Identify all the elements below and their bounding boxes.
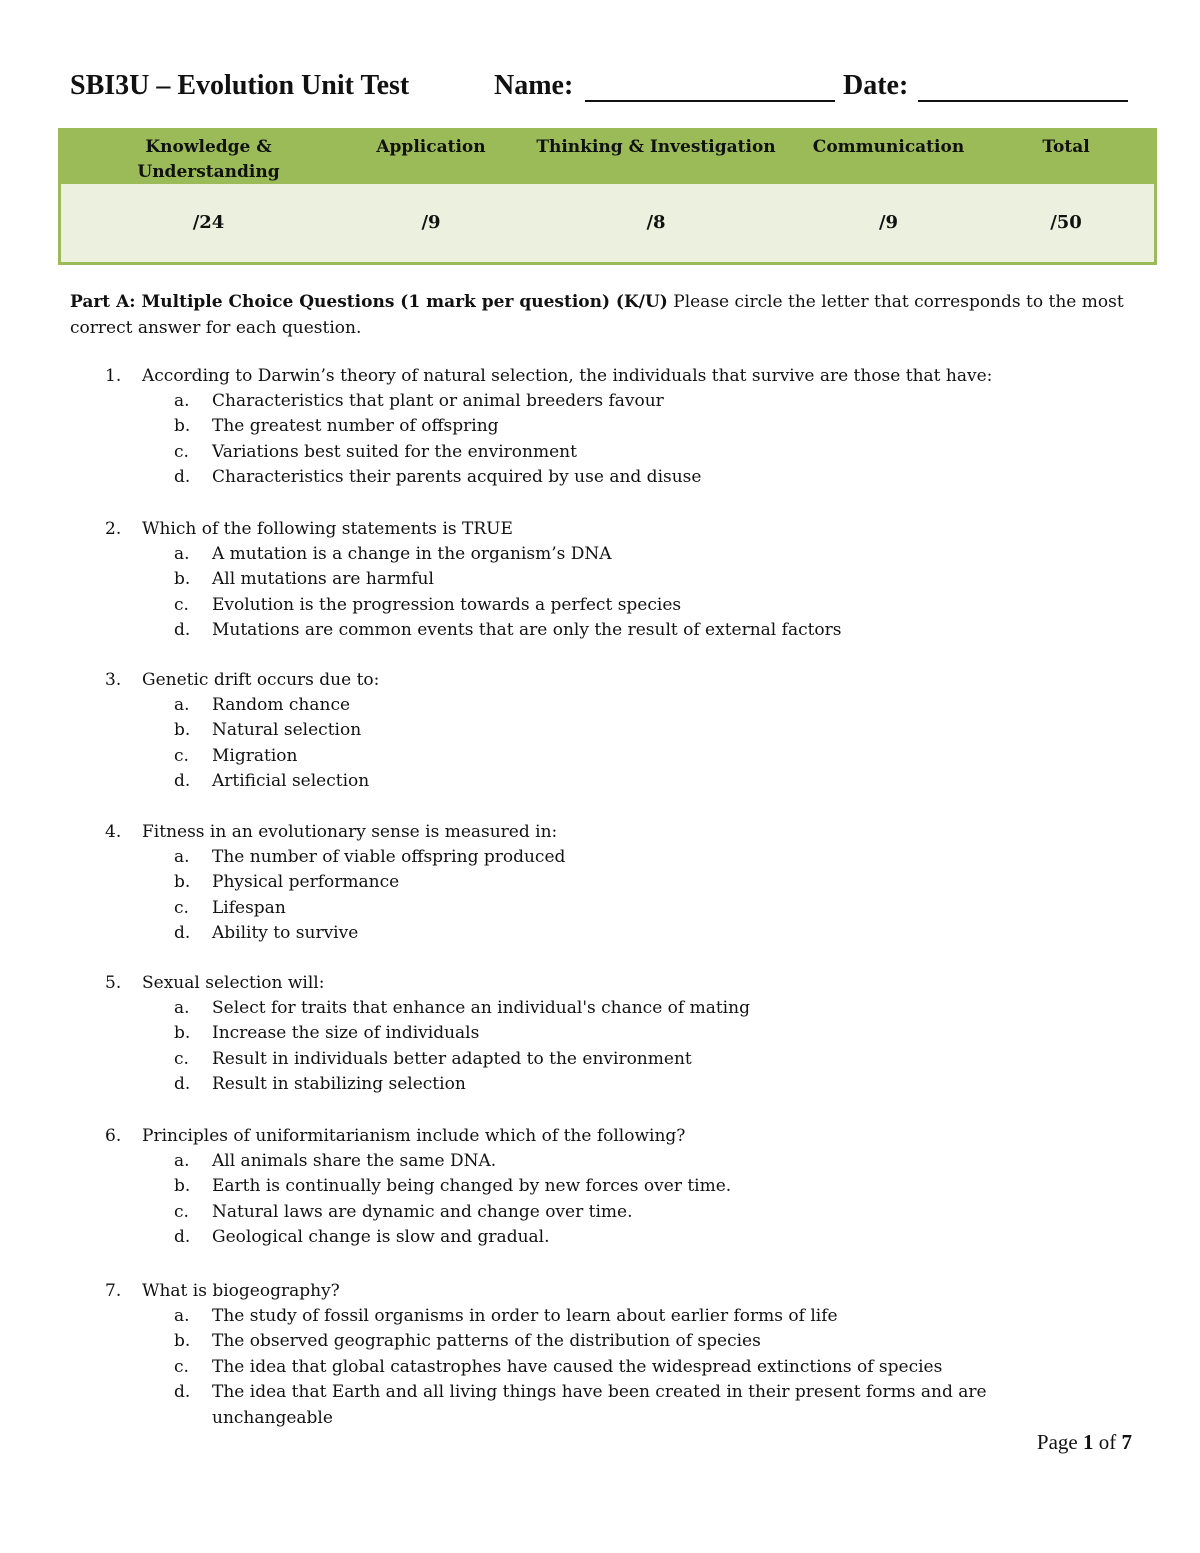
question-text: According to Darwin’s theory of natural selection, the individuals that survive are those that have: xyxy=(142,366,993,386)
answer-option[interactable] xyxy=(70,769,1130,794)
question-text: Genetic drift occurs due to: xyxy=(142,670,380,690)
question-1 xyxy=(70,363,1130,491)
page-footer xyxy=(1000,1430,1132,1455)
option-letter[interactable]: c. xyxy=(174,594,189,615)
option-letter[interactable]: a. xyxy=(174,1151,190,1171)
marks-header-row xyxy=(61,131,1154,184)
marks-header-ku: Knowledge & Understanding xyxy=(137,137,280,182)
marks-header-communication: Communication xyxy=(812,137,965,157)
answer-option[interactable] xyxy=(70,414,1130,439)
option-text: Ability to survive xyxy=(212,923,359,944)
question-number: 5. xyxy=(105,973,122,993)
answer-option[interactable] xyxy=(70,1021,1130,1046)
option-text: Geological change is slow and gradual. xyxy=(212,1227,550,1248)
answer-option[interactable] xyxy=(70,870,1130,895)
page-number: 1 xyxy=(1083,1430,1094,1454)
option-text: Variations best suited for the environment xyxy=(212,441,577,462)
question-number: 6. xyxy=(105,1126,122,1146)
question-text: Principles of uniformitarianism include which of the following? xyxy=(142,1126,686,1146)
option-text: Mutations are common events that are only the result of external factors xyxy=(212,620,842,641)
option-letter[interactable]: c. xyxy=(174,897,189,918)
option-letter[interactable]: a. xyxy=(174,695,190,715)
option-text: Increase the size of individuals xyxy=(212,1023,480,1044)
marks-header-thinking: Thinking & Investigation xyxy=(536,137,776,157)
answer-option[interactable] xyxy=(70,693,1130,718)
answer-option[interactable] xyxy=(70,618,1130,643)
answer-option[interactable] xyxy=(70,1047,1130,1072)
question-number: 7. xyxy=(105,1281,122,1301)
option-letter[interactable]: a. xyxy=(174,544,190,564)
option-text: Result in individuals better adapted to the environment xyxy=(212,1048,692,1069)
option-letter[interactable]: d. xyxy=(174,771,191,792)
date-field-line[interactable] xyxy=(918,100,1128,102)
score-communication: /9 xyxy=(878,212,899,233)
option-text: Characteristics their parents acquired by use and disuse xyxy=(212,467,702,488)
option-text: Artificial selection xyxy=(212,771,370,792)
answer-option[interactable] xyxy=(70,1072,1130,1097)
question-number: 4. xyxy=(105,822,122,842)
answer-option[interactable] xyxy=(70,896,1130,921)
date-label: Date: xyxy=(843,70,909,101)
question-5 xyxy=(70,970,1130,1098)
test-title: SBI3U – Evolution Unit Test xyxy=(70,70,410,101)
answer-option[interactable] xyxy=(70,921,1130,946)
answer-option[interactable] xyxy=(70,845,1130,870)
question-text: Which of the following statements is TRUE xyxy=(142,519,513,539)
answer-option[interactable] xyxy=(70,1304,1130,1329)
option-text: Evolution is the progression towards a perfect species xyxy=(212,594,682,615)
page-total: 7 xyxy=(1121,1430,1132,1454)
option-text: Natural selection xyxy=(212,720,362,741)
answer-option[interactable] xyxy=(70,1174,1130,1199)
option-text: The number of viable offspring produced xyxy=(212,847,566,867)
question-4 xyxy=(70,819,1130,947)
option-letter[interactable]: b. xyxy=(174,569,191,590)
option-text: All animals share the same DNA. xyxy=(212,1151,497,1171)
part-a-instruction-text: Please circle the letter that corresponds to the most correct answer for each question. xyxy=(70,292,1124,338)
question-text: Sexual selection will: xyxy=(142,973,325,993)
option-text: Characteristics that plant or animal breeders favour xyxy=(212,391,664,411)
option-text: The idea that global catastrophes have caused the widespread extinctions of species xyxy=(212,1356,943,1377)
answer-option[interactable] xyxy=(70,1149,1130,1174)
option-text: Migration xyxy=(212,745,298,766)
option-letter[interactable]: b. xyxy=(174,872,191,893)
answer-option[interactable] xyxy=(70,593,1130,618)
option-letter[interactable]: d. xyxy=(174,467,191,488)
option-text: Earth is continually being changed by new forces over time. xyxy=(212,1176,732,1197)
marks-header-application: Application xyxy=(376,137,486,157)
option-text: A mutation is a change in the organism’s DNA xyxy=(212,544,612,564)
question-text: Fitness in an evolutionary sense is measured in: xyxy=(142,822,558,842)
answer-option[interactable] xyxy=(70,1329,1130,1354)
option-text: All mutations are harmful xyxy=(212,569,434,590)
answer-option[interactable] xyxy=(70,1380,1130,1432)
option-letter[interactable]: d. xyxy=(174,1382,191,1403)
question-6 xyxy=(70,1123,1130,1251)
test-header xyxy=(70,70,1130,110)
question-2 xyxy=(70,516,1130,644)
name-field-line[interactable] xyxy=(585,100,835,102)
option-text: The greatest number of offspring xyxy=(212,416,499,437)
option-letter[interactable]: b. xyxy=(174,1176,191,1197)
option-letter[interactable]: c. xyxy=(174,441,189,462)
question-number: 3. xyxy=(105,670,122,690)
option-text: Random chance xyxy=(212,695,351,715)
page-word: Page xyxy=(1036,1430,1078,1454)
answer-option[interactable] xyxy=(70,465,1130,490)
option-letter[interactable]: d. xyxy=(174,923,191,944)
answer-option[interactable] xyxy=(70,1200,1130,1225)
option-text: Lifespan xyxy=(212,897,286,918)
option-text: Result in stabilizing selection xyxy=(212,1074,466,1095)
score-application: /9 xyxy=(421,212,441,233)
question-number: 2. xyxy=(105,519,122,539)
option-letter[interactable]: d. xyxy=(174,1227,191,1248)
part-a-instructions xyxy=(70,289,1130,341)
answer-option[interactable] xyxy=(70,718,1130,743)
marks-header-total: Total xyxy=(1042,137,1090,157)
marks-score-row xyxy=(61,184,1154,262)
name-label: Name: xyxy=(494,70,574,101)
option-letter[interactable]: a. xyxy=(174,1306,190,1326)
option-text: The observed geographic patterns of the distribution of species xyxy=(212,1331,761,1352)
option-text: The study of fossil organisms in order to learn about earlier forms of life xyxy=(212,1306,838,1326)
answer-option[interactable] xyxy=(70,1225,1130,1250)
answer-option[interactable] xyxy=(70,744,1130,769)
option-letter[interactable]: d. xyxy=(174,620,191,641)
option-text: Natural laws are dynamic and change over time. xyxy=(212,1201,633,1222)
option-text: The idea that Earth and all living things have been created in their present forms and are unchangeable xyxy=(212,1382,987,1428)
option-letter[interactable]: b. xyxy=(174,416,191,437)
option-text: Physical performance xyxy=(212,872,400,893)
option-letter[interactable]: b. xyxy=(174,720,191,741)
answer-option[interactable] xyxy=(70,1355,1130,1380)
option-letter[interactable]: d. xyxy=(174,1074,191,1095)
option-letter[interactable]: c. xyxy=(174,1356,189,1377)
marks-table xyxy=(58,128,1157,265)
score-thinking: /8 xyxy=(646,212,666,233)
option-letter[interactable]: b. xyxy=(174,1331,191,1352)
option-letter[interactable]: a. xyxy=(174,391,190,411)
answer-option[interactable] xyxy=(70,567,1130,592)
score-total: /50 xyxy=(1050,212,1082,233)
question-number: 1. xyxy=(105,366,122,386)
answer-option[interactable] xyxy=(70,996,1130,1021)
score-ku: /24 xyxy=(192,212,225,233)
question-text: What is biogeography? xyxy=(142,1281,340,1301)
option-text: Select for traits that enhance an individual's chance of mating xyxy=(212,998,750,1018)
part-a-heading: Part A: Multiple Choice Questions (1 mark per question) (K/U) xyxy=(70,292,668,312)
answer-option[interactable] xyxy=(70,542,1130,567)
option-letter[interactable]: c. xyxy=(174,745,189,766)
answer-option[interactable] xyxy=(70,389,1130,414)
question-3 xyxy=(70,667,1130,795)
of-word: of xyxy=(1098,1430,1117,1454)
option-letter[interactable]: c. xyxy=(174,1201,189,1222)
option-letter[interactable]: c. xyxy=(174,1048,189,1069)
option-letter[interactable]: a. xyxy=(174,998,190,1018)
question-7 xyxy=(70,1278,1130,1432)
answer-option[interactable] xyxy=(70,440,1130,465)
option-letter[interactable]: b. xyxy=(174,1023,191,1044)
option-letter[interactable]: a. xyxy=(174,847,190,867)
